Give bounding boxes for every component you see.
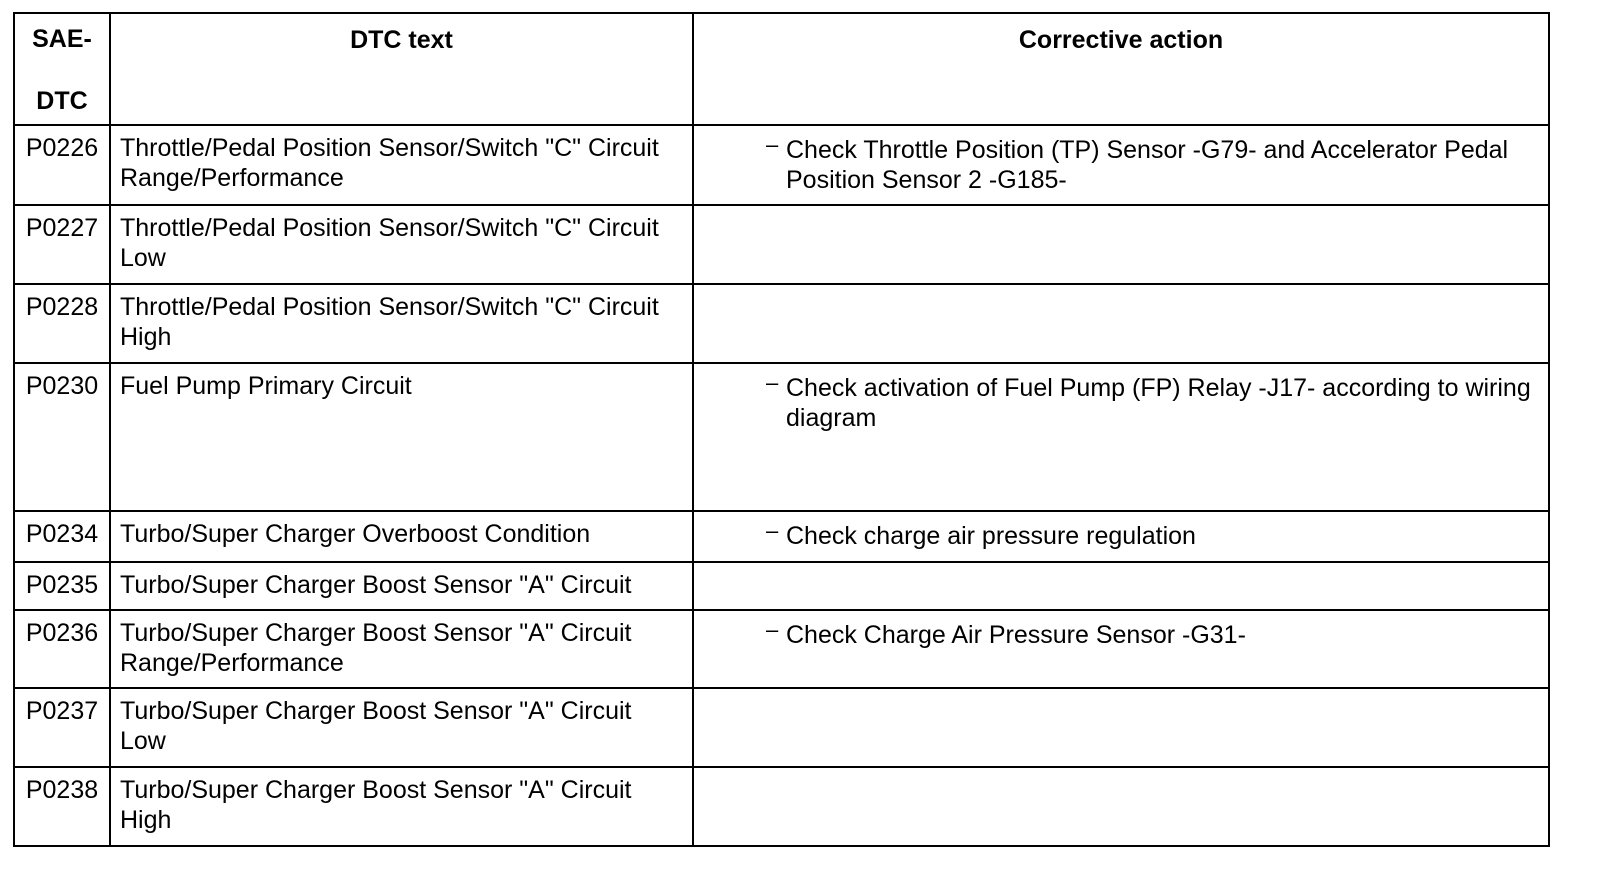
table-row — [14, 284, 1549, 363]
dash-marker: – — [766, 132, 779, 157]
table-body — [14, 125, 1549, 846]
header-sae-line1: SAE- — [32, 25, 92, 53]
corrective-action-cell — [693, 363, 1549, 511]
dtc-code-cell: P0227 — [14, 205, 110, 284]
table-row — [14, 511, 1549, 562]
header-sae-line2: DTC — [36, 87, 88, 115]
dtc-text-cell: Throttle/Pedal Position Sensor/Switch "C" Circuit Low — [110, 205, 693, 284]
dtc-text-cell: Throttle/Pedal Position Sensor/Switch "C" Circuit High — [110, 284, 693, 363]
action-bullet — [764, 617, 1538, 650]
dtc-text-cell: Turbo/Super Charger Boost Sensor "A" Circuit — [110, 562, 693, 610]
corrective-action-cell — [693, 205, 1549, 284]
dtc-text-cell: Fuel Pump Primary Circuit — [110, 363, 693, 511]
table-row — [14, 610, 1549, 688]
dtc-text-cell: Throttle/Pedal Position Sensor/Switch "C" Circuit Range/Performance — [110, 125, 693, 205]
action-bullet — [764, 370, 1538, 433]
action-text: Check Charge Air Pressure Sensor -G31- — [786, 621, 1246, 649]
dtc-table — [13, 12, 1550, 847]
table-row — [14, 688, 1549, 767]
dtc-text-cell: Turbo/Super Charger Boost Sensor "A" Circuit Range/Performance — [110, 610, 693, 688]
corrective-action-cell — [693, 284, 1549, 363]
header-dtc-text: DTC text — [110, 13, 693, 125]
dtc-code-cell: P0236 — [14, 610, 110, 688]
corrective-action-cell — [693, 562, 1549, 610]
corrective-action-cell — [693, 610, 1549, 688]
table-row — [14, 562, 1549, 610]
header-corrective-action: Corrective action — [693, 13, 1549, 125]
dash-marker: – — [766, 617, 779, 642]
action-bullet — [764, 518, 1538, 551]
dtc-code-cell: P0234 — [14, 511, 110, 562]
dtc-text-cell: Turbo/Super Charger Boost Sensor "A" Circuit Low — [110, 688, 693, 767]
table-row — [14, 205, 1549, 284]
action-bullet — [764, 132, 1538, 195]
table-row — [14, 125, 1549, 205]
table-row — [14, 363, 1549, 511]
dtc-code-cell: P0230 — [14, 363, 110, 511]
dtc-code-cell: P0228 — [14, 284, 110, 363]
corrective-action-cell — [693, 688, 1549, 767]
dtc-text-cell: Turbo/Super Charger Boost Sensor "A" Circuit High — [110, 767, 693, 846]
action-text: Check activation of Fuel Pump (FP) Relay -J17- according to wiring diagram — [786, 374, 1531, 432]
corrective-action-cell — [693, 767, 1549, 846]
dtc-code-cell: P0235 — [14, 562, 110, 610]
dash-marker: – — [766, 370, 779, 395]
corrective-action-cell — [693, 125, 1549, 205]
header-row — [14, 13, 1549, 125]
dtc-code-cell: P0237 — [14, 688, 110, 767]
action-text: Check Throttle Position (TP) Sensor -G79- and Accelerator Pedal Position Sensor 2 -G185- — [786, 136, 1509, 194]
dtc-code-cell: P0226 — [14, 125, 110, 205]
dtc-code-cell: P0238 — [14, 767, 110, 846]
dash-marker: – — [766, 518, 779, 543]
corrective-action-cell — [693, 511, 1549, 562]
action-text: Check charge air pressure regulation — [786, 522, 1196, 550]
table-row — [14, 767, 1549, 846]
dtc-text-cell: Turbo/Super Charger Overboost Condition — [110, 511, 693, 562]
header-sae-dtc — [14, 13, 110, 125]
